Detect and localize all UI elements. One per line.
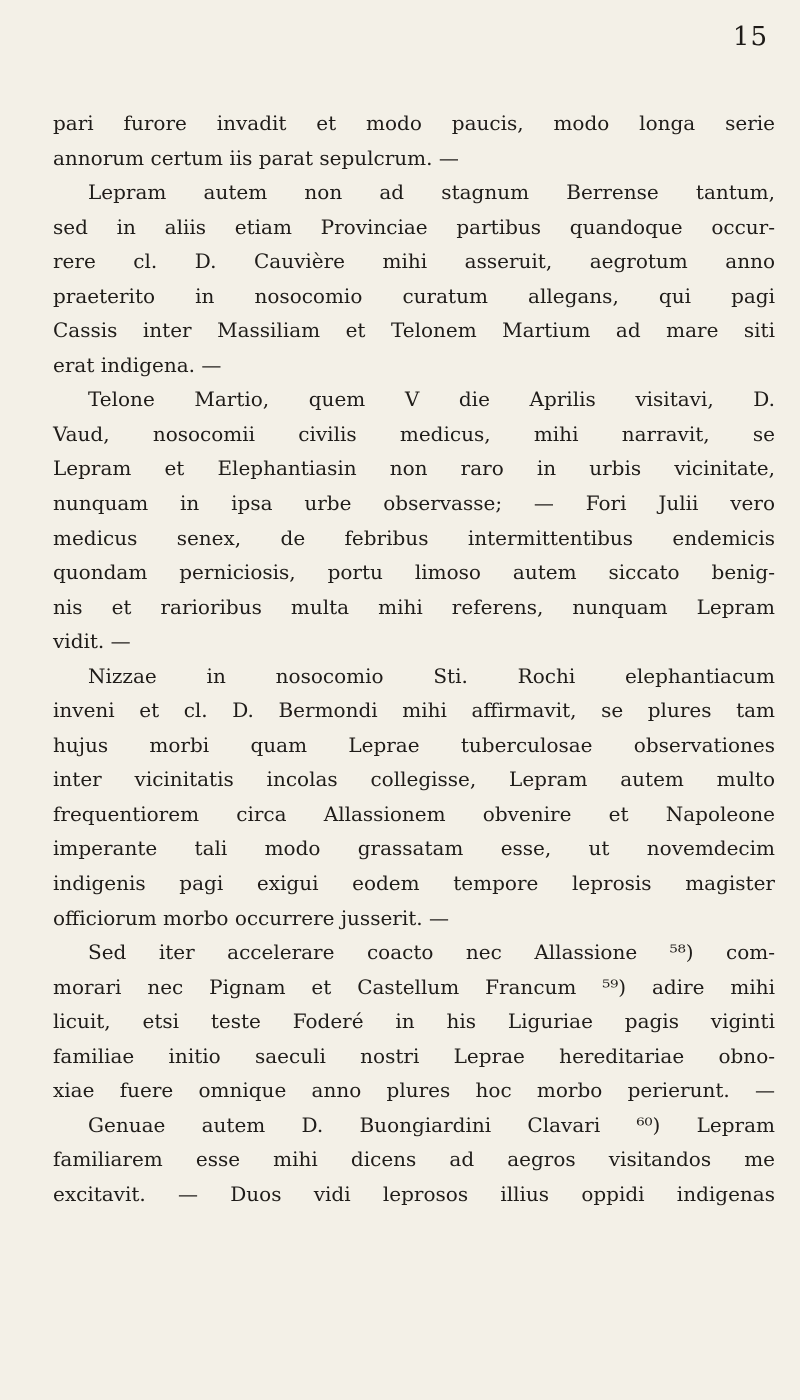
text-line: imperante tali modo grassatam esse, ut novemdecim bbox=[53, 836, 775, 861]
text-line: familiae initio saeculi nostri Leprae hereditariae obno- bbox=[53, 1043, 775, 1068]
text-line: sed in aliis etiam Provinciae partibus quandoque occur- bbox=[53, 214, 775, 239]
text-line: inveni et cl. D. Bermondi mihi affirmavit, se plures tam bbox=[53, 698, 775, 723]
text-line: medicus senex, de febribus intermittentibus endemicis bbox=[53, 525, 775, 550]
text-line: quondam perniciosis, portu limoso autem siccato benig- bbox=[53, 560, 775, 585]
text-line: officiorum morbo occurrere jusserit. — bbox=[53, 905, 450, 930]
text-line: nunquam in ipsa urbe observasse; — Fori Julii vero bbox=[53, 491, 775, 516]
text-line: inter vicinitatis incolas collegisse, Lepram autem multo bbox=[53, 767, 775, 792]
text-line: Genuae autem D. Buongiardini Clavari ⁶⁰) Lepram bbox=[88, 1112, 775, 1137]
text-line: xiae fuere omnique anno plures hoc morbo perierunt. — bbox=[53, 1078, 775, 1103]
text-line: Sed iter accelerare coacto nec Allassione ⁵⁸) com- bbox=[88, 940, 775, 965]
body-text bbox=[53, 106, 775, 1212]
text-line: pari furore invadit et modo paucis, modo longa serie bbox=[53, 111, 775, 135]
text-line: indigenis pagi exigui eodem tempore leprosis magister bbox=[53, 871, 775, 896]
text-line: Lepram et Elephantiasin non raro in urbis vicinitate, bbox=[53, 456, 775, 481]
page-number: 15 bbox=[732, 22, 768, 52]
text-line: morari nec Pignam et Castellum Francum ⁵⁹) adire mihi bbox=[53, 974, 775, 999]
text-line: familiarem esse mihi dicens ad aegros visitandos me bbox=[53, 1147, 775, 1172]
text-line: Vaud, nosocomii civilis medicus, mihi narravit, se bbox=[53, 421, 775, 446]
text-line: Nizzae in nosocomio Sti. Rochi elephantiacum bbox=[88, 663, 775, 688]
text-line: excitavit. — Duos vidi leprosos illius oppidi indigenas bbox=[53, 1181, 775, 1206]
text-line: frequentiorem circa Allassionem obvenire et Napoleone bbox=[53, 801, 775, 826]
text-line: annorum certum iis parat sepulcrum. — bbox=[53, 145, 459, 170]
text-line: praeterito in nosocomio curatum allegans, qui pagi bbox=[53, 283, 775, 308]
text-line: erat indigena. — bbox=[53, 352, 222, 377]
text-line: Telone Martio, quem V die Aprilis visitavi, D. bbox=[88, 387, 775, 412]
text-line: licuit, etsi teste Foderé in his Liguriae pagis viginti bbox=[53, 1009, 775, 1034]
text-line: Lepram autem non ad stagnum Berrense tantum, bbox=[88, 180, 775, 205]
text-line: hujus morbi quam Leprae tuberculosae observationes bbox=[53, 732, 775, 757]
text-line: nis et rarioribus multa mihi referens, nunquam Lepram bbox=[53, 594, 775, 619]
text-line: Cassis inter Massiliam et Telonem Martium ad mare siti bbox=[53, 318, 775, 343]
text-line: vidit. — bbox=[53, 629, 131, 654]
text-line: rere cl. D. Cauvière mihi asseruit, aegrotum anno bbox=[53, 249, 775, 274]
